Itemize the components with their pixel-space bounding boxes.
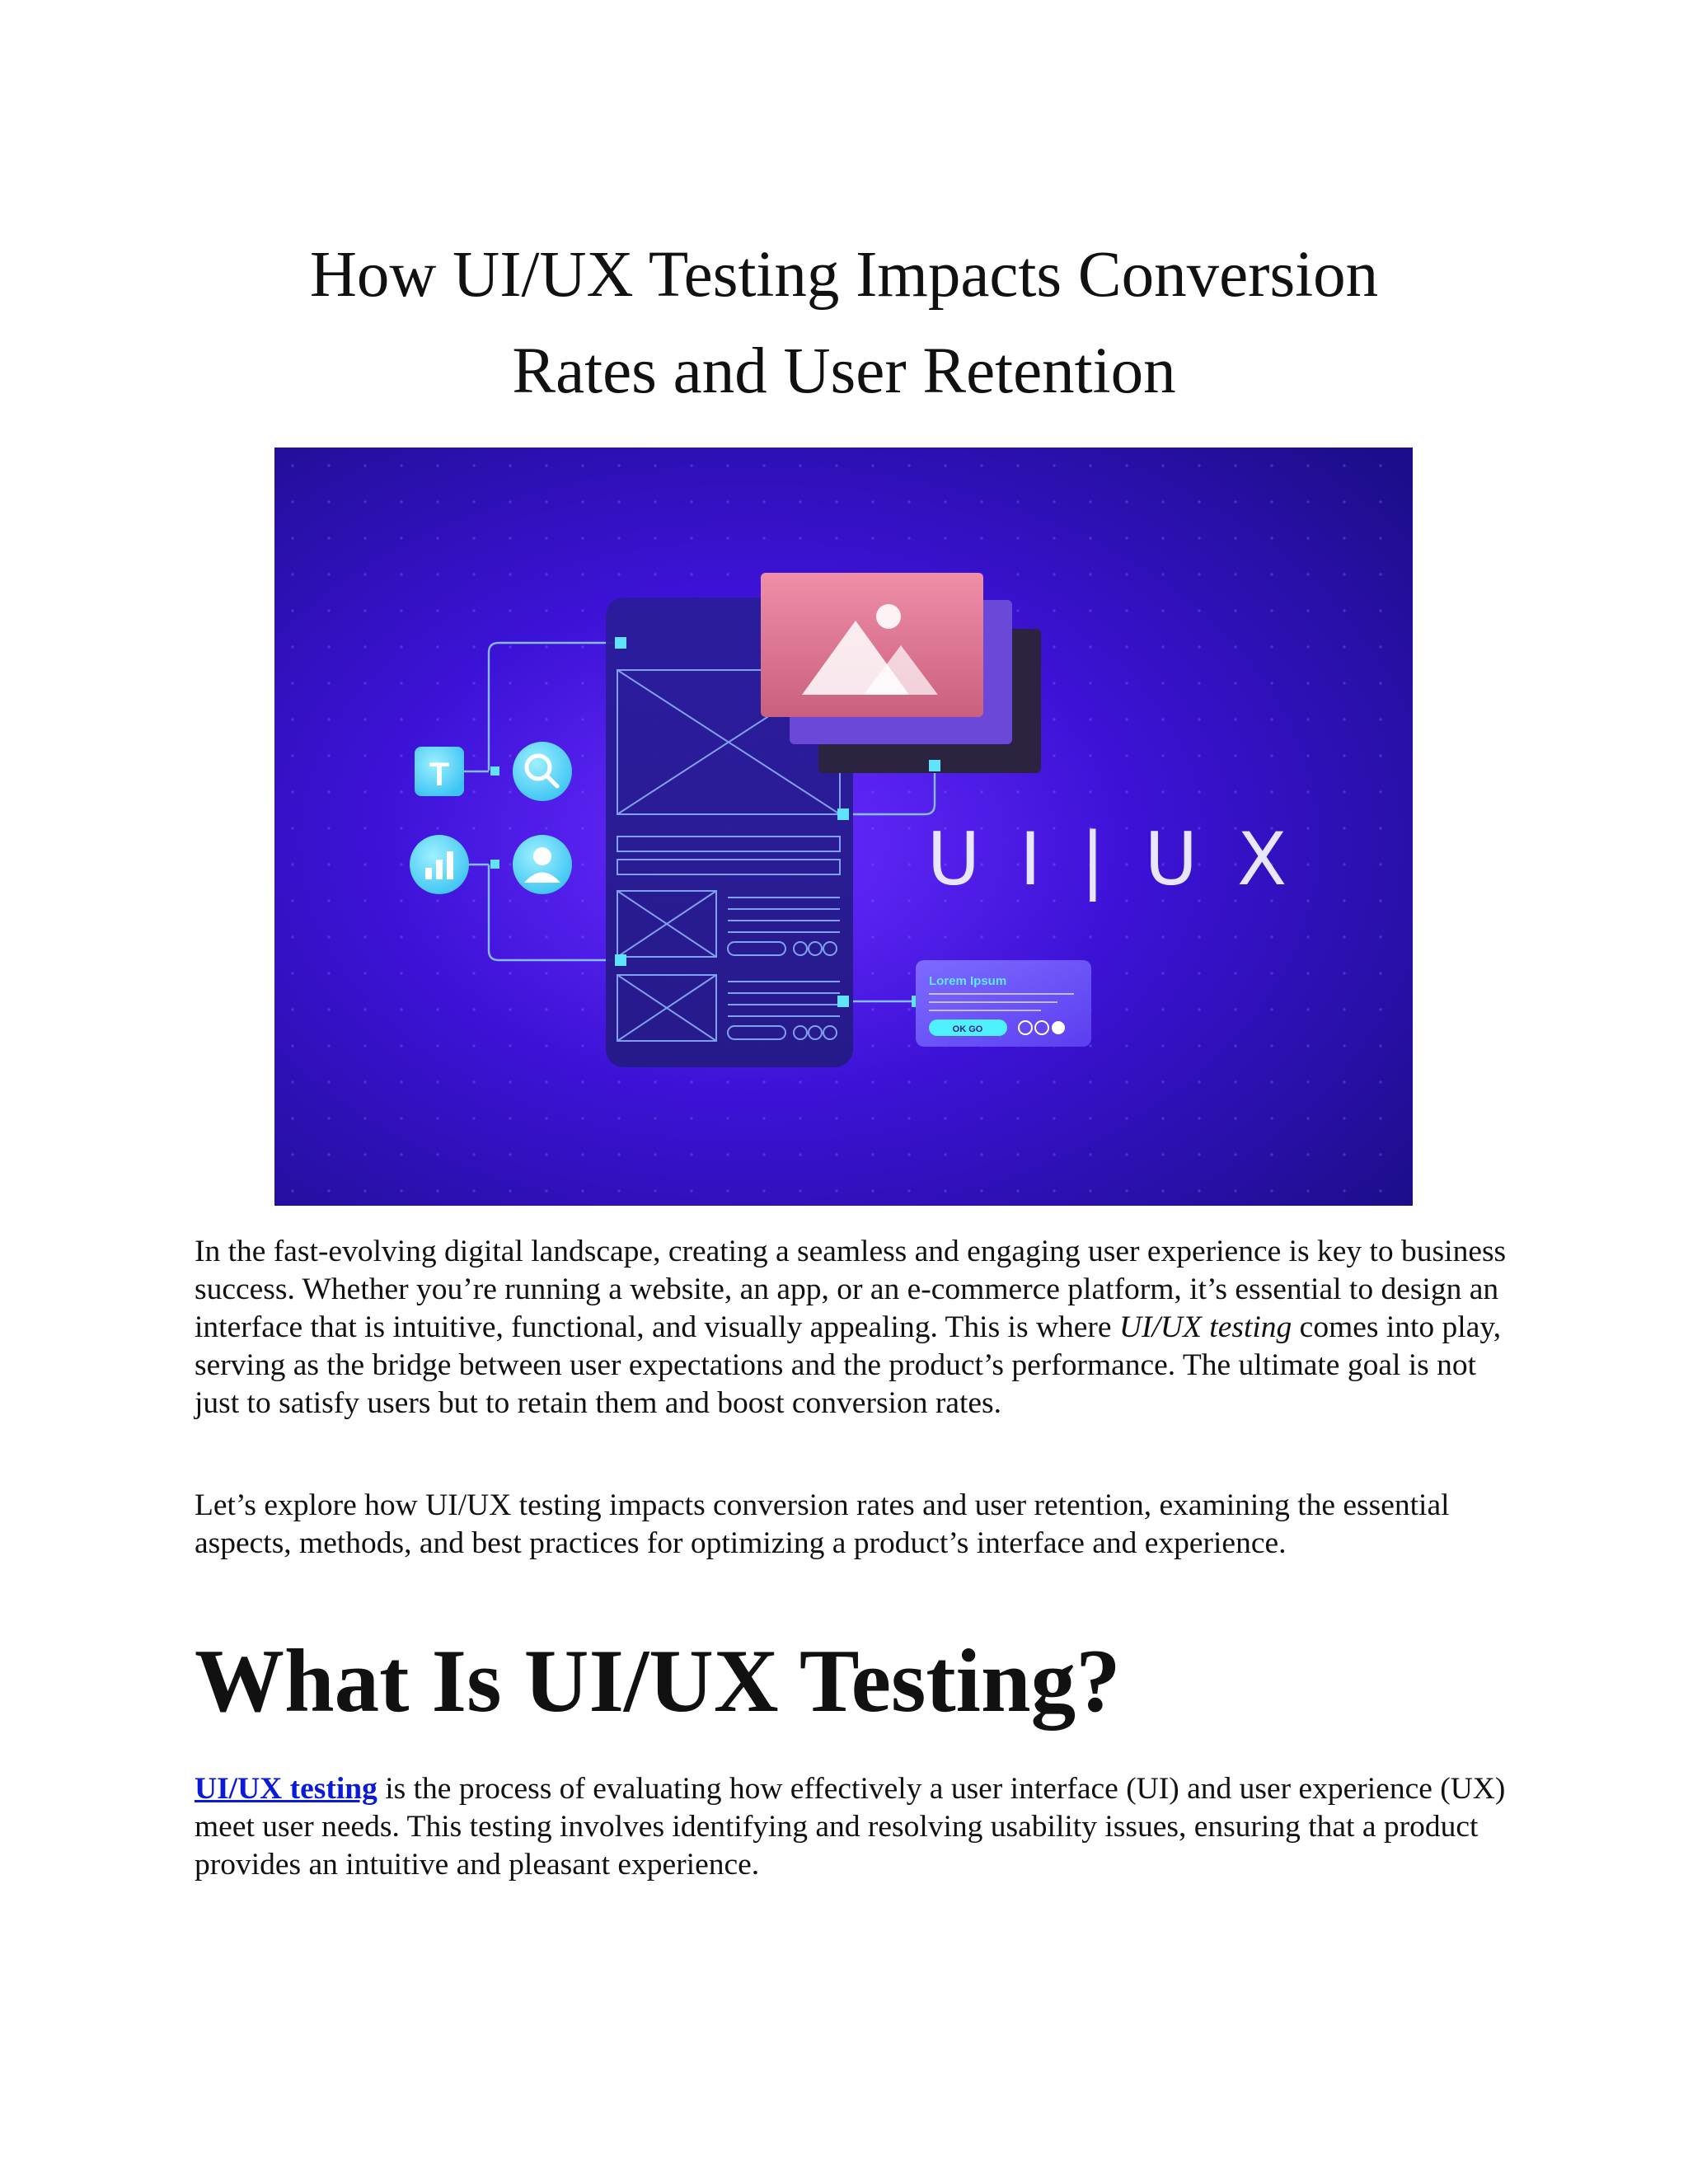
lorem-card — [916, 960, 1091, 1047]
chart-icon — [410, 835, 469, 894]
search-icon — [513, 742, 572, 801]
definition-text: is the process of evaluating how effectively a user interface (UI) and user experience (UX) meet user needs. This testing involves identifying and resolving usability issues, ensuring that a product provides an intuitive and pleasant experience. — [195, 1772, 1506, 1882]
ui-ux-wordmark: U I | U X — [926, 817, 1296, 902]
user-icon — [513, 835, 572, 894]
intro-paragraph-1 — [195, 1233, 1513, 1422]
uiux-testing-link[interactable]: UI/UX testing — [195, 1772, 377, 1806]
hero-illustration — [274, 448, 1413, 1206]
intro-p1-start: In the fast-evolving digital landscape, creating a seamless and engaging user experience is key to business success. Whether you’re running a website, an app, or an e-commerce platform, it’s essential to design an interface that is intuitive, functional, and visually appealing. This is where — [195, 1235, 1507, 1344]
intro-p1-end: comes into play, serving as the bridge between user expectations and the product’s performance. The ultimate goal is not just to satisfy users but to retain them and boost conversion rates. — [195, 1310, 1502, 1420]
photo-card-stack — [761, 573, 1041, 773]
title-line-2: Rates and User Retention — [512, 335, 1176, 407]
title-line-1: How UI/UX Testing Impacts Conversion — [309, 239, 1379, 311]
definition-paragraph — [195, 1770, 1513, 1884]
text-icon — [415, 747, 464, 796]
svg-text:OK GO: OK GO — [952, 1024, 983, 1034]
page-title — [247, 227, 1441, 419]
intro-paragraph-2: Let’s explore how UI/UX testing impacts conversion rates and user retention, examining the essential aspects, methods, and best practices for optimizing a product’s interface and experience. — [195, 1488, 1450, 1560]
svg-text:T: T — [429, 757, 450, 793]
intro-p1-emphasis: UI/UX testing — [1118, 1310, 1292, 1344]
svg-text:Lorem Ipsum: Lorem Ipsum — [929, 974, 1007, 988]
section-heading: What Is UI/UX Testing? — [195, 1631, 1121, 1731]
